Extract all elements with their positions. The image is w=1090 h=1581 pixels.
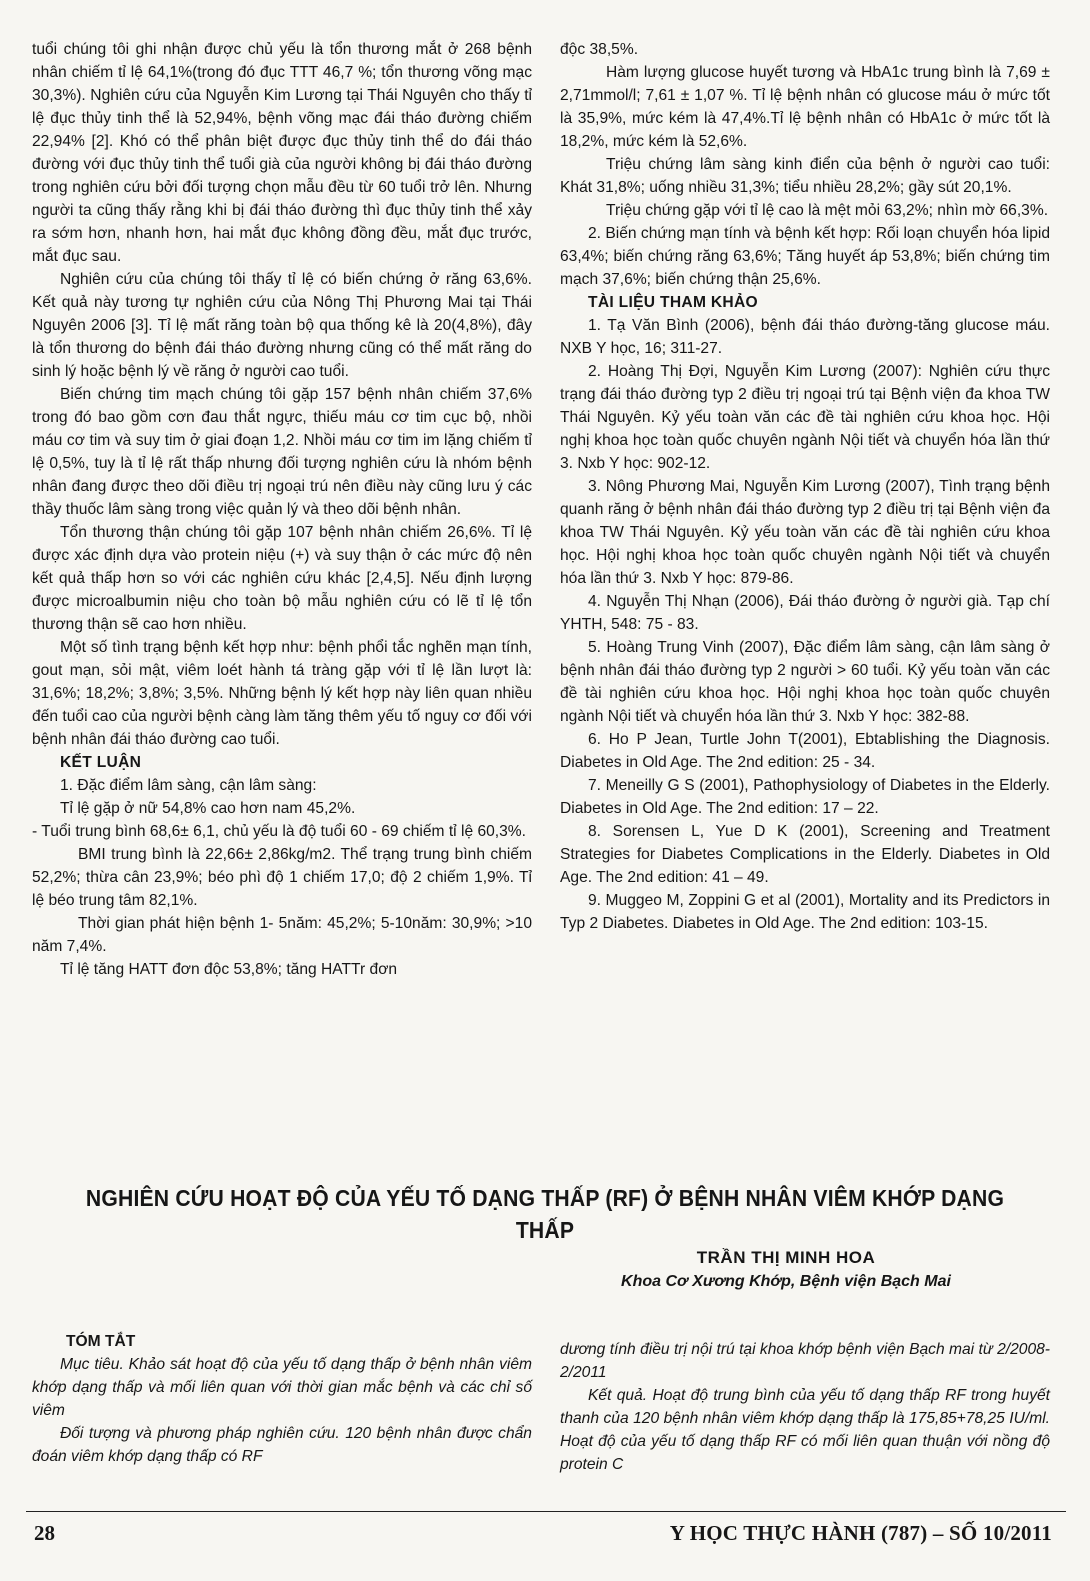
body-paragraph: 2. Biến chứng mạn tính và bệnh kết hợp: Rối loạn chuyển hóa lipid 63,4%; biến chứng răng 63,6%; Tăng huyết áp 53,8%; biến chứng tim mạch 37,6%; biến chứng thận 25,6%. <box>560 225 1050 288</box>
body-paragraph: 7. Meneilly G S (2001), Pathophysiology of Diabetes in the Elderly. Diabetes in Old Age. The 2nd edition: 17 – 22. <box>560 777 1050 817</box>
abstract-paragraph: Mục tiêu. Khảo sát hoạt độ của yếu tố dạng thấp ở bệnh nhân viêm khớp dạng thấp và mối liên quan với thời gian mắc bệnh và các chỉ số viêm <box>32 1356 532 1419</box>
body-paragraph: Tổn thương thận chúng tôi gặp 107 bệnh nhân chiếm 26,6%. Tỉ lệ được xác định dựa vào protein niệu (+) và suy thận ở các mức độ nên kết quả thấp hơn so với các nghiên cứu khác [2,4,5]. Nếu định lượng được microalbumin niệu cho toàn bộ mẫu nghiên cứu có lẽ tỉ lệ tổn thương thận sẽ cao hơn nhiều. <box>32 524 532 633</box>
author-affiliation: Khoa Cơ Xương Khớp, Bệnh viện Bạch Mai <box>621 1273 951 1290</box>
body-paragraph: Biến chứng tim mạch chúng tôi gặp 157 bệnh nhân chiếm 37,6% trong đó bao gồm cơn đau thắt ngực, thiếu máu cơ tim cục bộ, nhồi máu cơ tim và suy tim ở giai đoạn 1,2. Nhồi máu cơ tim im lặng chiếm tỉ lệ 0,5%, tuy là tỉ lệ rất thấp nhưng đối tượng nghiên cứu là nhóm bệnh nhân đang được theo dõi điều trị ngoại trú nên điều này cũng lưu ý các thầy thuốc lâm sàng trong việc quản lý và theo dõi bệnh nhân. <box>32 386 532 518</box>
body-paragraph: Triệu chứng gặp với tỉ lệ cao là mệt mỏi 63,2%; nhìn mờ 66,3%. <box>606 202 1049 219</box>
abstract-right-column <box>560 1338 1050 1476</box>
body-paragraph: 8. Sorensen L, Yue D K (2001), Screening and Treatment Strategies for Diabetes Complications in the Elderly. Diabetes in Old Age. The 2nd edition: 41 – 49. <box>560 823 1050 886</box>
body-paragraph: 5. Hoàng Trung Vinh (2007), Đặc điểm lâm sàng, cận lâm sàng ở bệnh nhân đái tháo đường typ 2 người > 60 tuổi. Kỷ yếu toàn văn các đề tài nghiên cứu khoa học. Hội nghị khoa học toàn quốc chuyên ngành Nội tiết và chuyển hóa lần thứ 3. Nxb Y học: 382-88. <box>560 639 1050 725</box>
body-paragraph: tuổi chúng tôi ghi nhận được chủ yếu là tổn thương mắt ở 268 bệnh nhân chiếm tỉ lệ 64,1%(trong đó đục TTT 46,7 %; tổn thương võng mạc 30,3%). Nghiên cứu của Nguyễn Kim Lương tại Thái Nguyên cho thấy tỉ lệ đục thủy tinh thể là 52,94%, bệnh võng mạc đái tháo đường chiếm 22,94% [2]. Khó có thể phân biệt được đục thủy tinh thể do đái tháo đường với đục thủy tinh thể tuổi già của người không bị đái tháo đường trong nghiên cứu bởi đối tượng chọn mẫu đều từ 60 tuổi trở lên. Nhưng người ta cũng thấy rằng khi bị đái tháo đường thì đục thủy tinh thể xảy ra sớm hơn, nhanh hơn, hai mắt đục không đồng đều, mắt đục trước, mắt đục sau. <box>32 41 532 265</box>
body-paragraph: 3. Nông Phương Mai, Nguyễn Kim Lương (2007), Tình trạng bệnh quanh răng ở bệnh nhân đái tháo đường typ 2 điều trị tại Bệnh viện đa khoa TW Thái Nguyên. Kỷ yếu toàn văn các đề tài nghiên cứu khoa học. Hội nghị khoa học toàn quốc chuyên ngành Nội tiết và chuyển hóa lần thứ 3. Nxb Y học: 879-86. <box>560 478 1050 587</box>
author-name: TRẦN THỊ MINH HOA <box>696 1248 876 1267</box>
right-text-column <box>560 38 1050 935</box>
body-paragraph: 9. Muggeo M, Zoppini G et al (2001), Mortality and its Predictors in Typ 2 Diabetes. Diabetes in Old Age. The 2nd edition: 103-15. <box>560 892 1050 932</box>
body-paragraph: 6. Ho P Jean, Turtle John T(2001), Ebtablishing the Diagnosis. Diabetes in Old Age. The 2nd edition: 25 - 34. <box>560 731 1050 771</box>
article-title: NGHIÊN CỨU HOẠT ĐỘ CỦA YẾU TỐ DẠNG THẤP (RF) Ở BỆNH NHÂN VIÊM KHỚP DẠNG THẤP <box>85 1185 1005 1243</box>
body-paragraph: BMI trung bình là 22,66± 2,86kg/m2. Thể trạng trung bình chiếm 52,2%; thừa cân 23,9%; béo phì độ 1 chiếm 17,0; độ 2 chiếm 1,9%. Tỉ lệ béo trung tâm 82,1%. <box>32 846 532 909</box>
abstract-paragraph: Kết quả. Hoạt độ trung bình của yếu tố dạng thấp RF trong huyết thanh của 120 bệnh nhân viêm khớp dạng thấp là 175,85+78,25 IU/ml. Hoạt độ của yếu tố dạng thấp RF có mối liên quan thuận với nồng độ protein C <box>560 1387 1050 1473</box>
body-paragraph: Hàm lượng glucose huyết tương và HbA1c trung bình là 7,69 ± 2,71mmol/l; 7,61 ± 1,07 %. Tỉ lệ bệnh nhân có glucose máu ở mức tốt là 35,9%, mức kém là 47,4%.Tỉ lệ bệnh nhân có HbA1c ở mức tốt là 18,2%, mức kém là 52,6%. <box>560 64 1050 150</box>
body-paragraph: độc 38,5%. <box>560 41 639 58</box>
body-paragraph: Tỉ lệ gặp ở nữ 54,8% cao hơn nam 45,2%. <box>60 800 356 817</box>
abstract-paragraph: Đối tượng và phương pháp nghiên cứu. 120 bệnh nhân được chẩn đoán viêm khớp dạng thấp có RF <box>32 1425 532 1465</box>
section-heading: TÀI LIỆU THAM KHẢO <box>588 294 758 311</box>
body-paragraph: Một số tình trạng bệnh kết hợp như: bệnh phổi tắc nghẽn mạn tính, gout mạn, sỏi mật, viêm loét hành tá tràng gặp với tỉ lệ lần lượt là: 31,6%; 18,2%; 3,8%; 3,5%. Những bệnh lý kết hợp này liên quan nhiều đến tuổi cao của người bệnh càng làm tăng thêm yếu tố nguy cơ đối với bệnh nhân đái tháo đường cao tuổi. <box>32 639 532 748</box>
left-text-column <box>32 38 532 981</box>
page-number: 28 <box>34 1521 55 1545</box>
body-paragraph: 1. Đặc điểm lâm sàng, cận lâm sàng: <box>60 777 317 794</box>
body-paragraph: - Tuổi trung bình 68,6± 6,1, chủ yếu là độ tuổi 60 - 69 chiếm tỉ lệ 60,3%. <box>32 823 526 840</box>
author-block <box>566 1246 1006 1294</box>
body-paragraph: Triệu chứng lâm sàng kinh điển của bệnh ở người cao tuổi: Khát 31,8%; uống nhiều 31,3%; tiểu nhiều 28,2%; gầy sút 20,1%. <box>560 156 1050 196</box>
body-paragraph: Tỉ lệ tăng HATT đơn độc 53,8%; tăng HATTr đơn <box>60 961 398 978</box>
section-heading: KẾT LUẬN <box>60 754 142 771</box>
abstract-left-column <box>32 1330 532 1468</box>
abstract-paragraph: dương tính điều trị nội trú tại khoa khớp bệnh viện Bạch mai từ 2/2008-2/2011 <box>560 1341 1050 1381</box>
journal-footer: Y HỌC THỰC HÀNH (787) – SỐ 10/2011 <box>669 1521 1052 1545</box>
body-paragraph: Thời gian phát hiện bệnh 1- 5năm: 45,2%; 5-10năm: 30,9%; >10 năm 7,4%. <box>32 915 532 955</box>
body-paragraph: 2. Hoàng Thị Đợi, Nguyễn Kim Lương (2007): Nghiên cứu thực trạng đái tháo đường typ 2 điều trị ngoại trú tại Bệnh viện đa khoa TW Thái Nguyên. Kỷ yếu toàn văn các đề tài nghiên cứu khoa học. Hội nghị khoa học toàn quốc chuyên ngành Nội tiết và chuyển hóa lần thứ 3. Nxb Y học: 902-12. <box>560 363 1050 472</box>
body-paragraph: 4. Nguyễn Thị Nhạn (2006), Đái tháo đường ở người già. Tạp chí YHTH, 548: 75 - 83. <box>560 593 1050 633</box>
abstract-heading: TÓM TẮT <box>66 1333 136 1350</box>
body-paragraph: 1. Tạ Văn Bình (2006), bệnh đái tháo đường-tăng glucose máu. NXB Y học, 16; 311-27. <box>560 317 1050 357</box>
footer-divider <box>26 1511 1066 1512</box>
body-paragraph: Nghiên cứu của chúng tôi thấy tỉ lệ có biến chứng ở răng 63,6%. Kết quả này tương tự nghiên cứu của Nông Thị Phương Mai tại Thái Nguyên 2006 [3]. Tỉ lệ mất răng toàn bộ qua thống kê là 20(4,8%), đây là tổn thương do bệnh đái tháo đường nhưng cũng có thể mất răng do sinh lý hoặc bệnh lý về răng ở người cao tuổi. <box>32 271 532 380</box>
